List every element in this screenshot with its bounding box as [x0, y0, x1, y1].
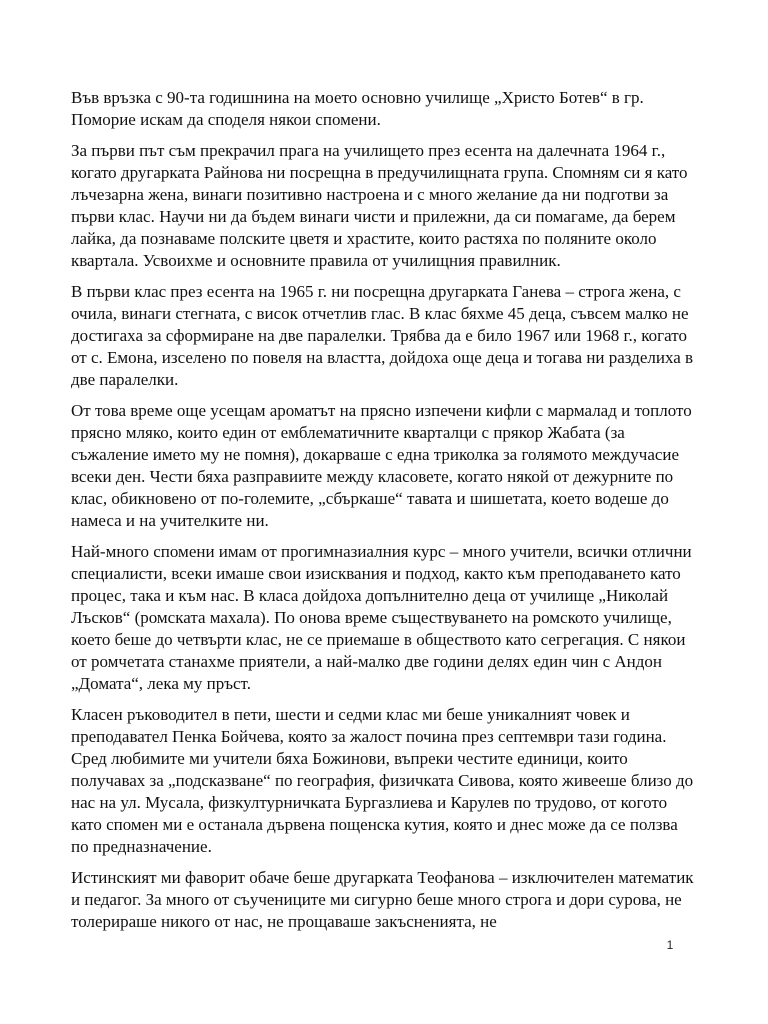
paragraph-3: В първи клас през есента на 1965 г. ни посрещна другарката Ганева – строга жена, с очила, винаги стегната, с висок отчетлив глас. В клас бяхме 45 деца, съвсем малко не достигаха за сформиране на две паралелки. Трябва да е било 1967 или 1968 г., когато от с. Емона, изселено по повеля на властта, дойдоха още деца и тогава ни разделиха в две паралелки. — [71, 282, 694, 389]
body-text — [71, 87, 699, 942]
paragraph-7: Истинският ми фаворит обаче беше другарката Теофанова – изключителен математик и педагог. За много от съучениците ми сигурно беше много строга и дори сурова, не толерираше никого от нас, не прощаваше закъсненията, не — [71, 868, 694, 931]
paragraph-4: От това време още усещам ароматът на прясно изпечени кифли с мармалад и топлото прясно мляко, които един от емблематичните кварталци с прякор Жабата (за съжаление името му не помня), докарваше с една триколка за голямото междучасие всеки ден. Чести бяха разправиите между класовете, когато някой от дежурните по клас, обикновено от по-големите, „сбъркаше“ тавата и шишетата, което водеше до намеса и на учителките ни. — [71, 401, 692, 530]
page-number: 1 — [666, 938, 674, 952]
paragraph-1: Във връзка с 90-та годишнина на моето основно училище „Христо Ботев“ в гр. Поморие искам да споделя някои спомени. — [71, 88, 644, 129]
paragraph-5: Най-много спомени имам от прогимназиалния курс – много учители, всички отлични специалисти, всеки имаше свои изисквания и подход, както към преподаването като процес, така и към нас. В класа дойдоха допълнително деца от училище „Николай Лъсков“ (ромската махала). По онова време съществуването на ромското училище, което беше до четвърти клас, не се приемаше в обществото като сегрегация. С някои от ромчетата станахме приятели, а най-малко две години делях един чин с Андон „Домата“, лека му пръст. — [71, 542, 692, 693]
paragraph-6: Класен ръководител в пети, шести и седми клас ми беше уникалният човек и преподавател Пенка Бойчева, която за жалост почина през септември тази година. Сред любимите ми учители бяха Божинови, въпреки честите единици, които получавах за „подсказване“ по география, физичката Сивова, която живееше близо до нас на ул. Мусала, физкултурничката Бургазлиева и Карулев по трудово, от когото като спомен ми е останала дървена пощенска кутия, която и днес може да се ползва по предназначение. — [71, 705, 694, 856]
paragraph-2: За първи път съм прекрачил прага на училището през есента на далечната 1964 г., когато другарката Райнова ни посрещна в предучилищната група. Спомням си я като лъчезарна жена, винаги позитивно настроена и с много желание да ни подготви за първи клас. Научи ни да бъдем винаги чисти и прилежни, да си помагаме, да берем лайка, да познаваме полските цветя и храстите, които растяха по поляните около квартала. Усвоихме и основните правила от училищния правилник. — [71, 141, 688, 270]
